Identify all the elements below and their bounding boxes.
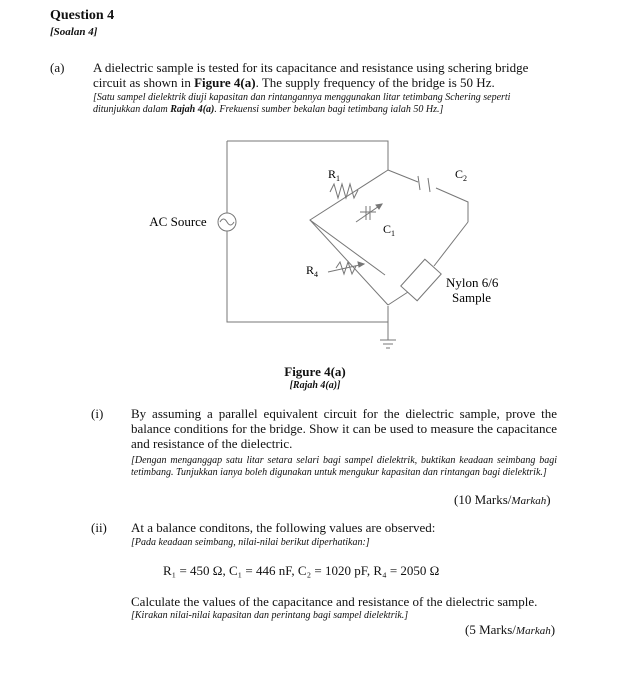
part-ii-question-translation: [Kirakan nilai-nilai kapasitan dan perintang bagi sampel dielektrik.] [131,610,409,621]
wire-r4-arm [310,220,388,305]
part-i-marks-close: ) [546,492,551,507]
part-i-marks-text: (10 Marks/ [454,492,512,507]
part-ii-marks-close: ) [550,622,556,637]
r1-resistor-icon [330,184,358,198]
part-ii-label: (ii) [91,520,107,535]
figure-caption-translation: [Rajah 4(a)] [289,380,341,391]
r1-label [328,167,340,183]
part-i-translation: [Dengan menganggap satu litar setara selari bagi sampel dielektrik, buktikan keadaan seimbang bagi tetimbang. Tunjukkan ianya boleh digunakan untuk mengukur kapasitan dan rintangan bagi dielektrik.] [131,455,557,478]
sample-box [401,259,441,300]
part-ii-text: At a balance conditons, the following values are observed: [131,520,436,535]
c2-label-main: C [455,167,464,181]
sample-label-line2: Sample [452,290,491,305]
c1-label-sub: 1 [391,229,396,238]
wire-sample-top [434,222,468,266]
part-i-label: (i) [91,406,104,421]
part-ii-values: R₁ = 450 Ω, C₁ = 446 nF, C₂ = 1020 pF, R₄ = 2050 Ω [163,563,440,578]
part-ii-marks [465,622,555,638]
part-a-figure-ref: Figure 4(a) [194,75,256,90]
r4-label-sub: 4 [314,270,319,279]
r1-label-main: R [328,167,337,181]
c2-capacitor-icon [418,176,430,192]
part-ii-question: Calculate the values of the capacitance and resistance of the dielectric sample. [131,594,538,609]
wire-c2-left [388,170,418,182]
part-ii-marks-text: (5 Marks/ [465,622,516,637]
c2-label-sub: 2 [463,174,468,183]
r4-label-main: R [306,263,315,277]
part-a-translation-after: . Frekuensi sumber bekalan bagi tetimbang ialah 50 Hz.] [214,104,444,115]
figure-caption: Figure 4(a) [284,364,346,379]
r4-resistor-icon [328,262,364,274]
part-ii-marks-translation: Markah [515,625,551,637]
part-i-marks-translation: Markah [511,495,547,507]
c2-label [455,167,467,183]
r1-label-sub: 1 [336,174,341,183]
wire-c2-right [436,188,468,222]
wire-sample-bottom [388,292,408,305]
ground-icon [380,340,396,348]
part-a-text-before: A dielectric sample is tested for its capacitance and resistance using schering bridge circuit as shown in [93,60,529,90]
c1-label [383,222,395,238]
part-ii-translation: [Pada keadaan seimbang, nilai-nilai berikut diperhatikan:] [131,537,370,548]
question-subtitle: [Soalan 4] [50,26,98,38]
part-a-text-after: . The supply frequency of the bridge is 50 Hz. [255,75,495,90]
c1-capacitor-icon [356,204,382,222]
wire-top [227,141,388,170]
part-i-text: By assuming a parallel equivalent circuit for the dielectric sample, prove the balance conditions for the bridge. Show it can be used to measure the capacitance and resistance of the dielectric. [131,406,557,451]
c1-label-main: C [383,222,392,236]
r4-label [306,263,318,279]
part-a-translation-figure: Rajah 4(a) [170,104,215,115]
part-a-label: (a) [50,60,65,75]
ac-source-label: AC Source [149,214,207,229]
part-a-translation-before: [Satu sampel dielektrik diuji kapasitan dan rintangannya menggunakan litar tetimbang Schering seperti ditunjukkan dalam [93,92,511,115]
sample-label-line1: Nylon 6/6 [446,275,499,290]
question-title: Question 4 [50,8,115,23]
part-i-marks [454,492,551,508]
